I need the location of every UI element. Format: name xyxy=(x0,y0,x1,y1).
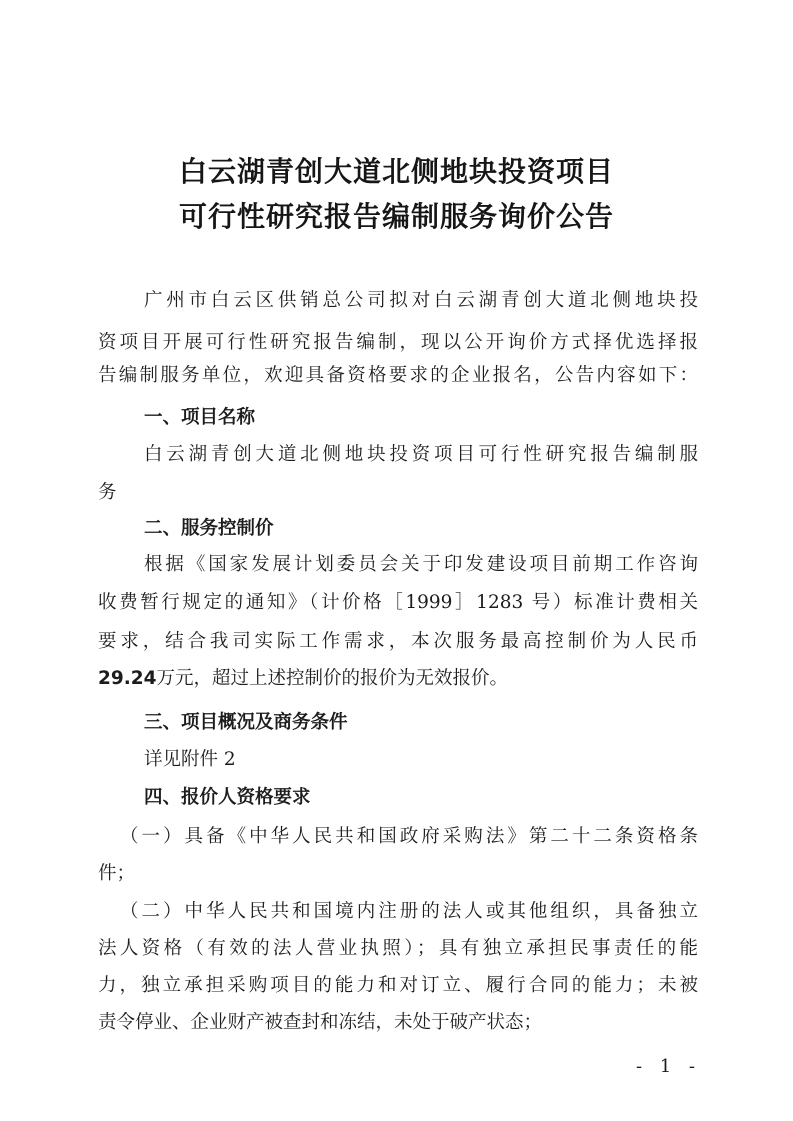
section-3-heading: 三、项目概况及商务条件 xyxy=(144,712,348,733)
section-2-line-4 xyxy=(98,664,698,694)
section-1-line-2: 务 xyxy=(98,482,117,503)
document-title-line-1: 白云湖青创大道北侧地块投资项目 xyxy=(178,155,614,188)
document-title-line-2: 可行性研究报告编制服务询价公告 xyxy=(178,200,614,233)
section-4-item-2-line-3: 力，独立承担采购项目的能力和对订立、履行合同的能力；未被 xyxy=(98,975,698,996)
section-1-line-1: 白云湖青创大道北侧地块投资项目可行性研究报告编制服 xyxy=(144,444,698,465)
intro-line-3: 告编制服务单位，欢迎具备资格要求的企业报名，公告内容如下： xyxy=(98,365,698,386)
page-number: - 1 - xyxy=(635,1056,701,1077)
intro-line-1: 广州市白云区供销总公司拟对白云湖青创大道北侧地块投 xyxy=(144,290,698,311)
control-price-amount: 29.24 xyxy=(98,668,157,689)
section-4-item-2-line-1: （二）中华人民共和国境内注册的法人或其他组织，具备独立 xyxy=(120,901,698,922)
section-4-item-2-line-2: 法人资格（有效的法人营业执照）；具有独立承担民事责任的能 xyxy=(98,938,698,959)
section-4-item-1-line-2: 件； xyxy=(98,863,136,884)
section-2-line-2: 收费暂行规定的通知》（计价格［1999］1283 号）标准计费相关 xyxy=(98,592,698,613)
section-4-heading: 四、报价人资格要求 xyxy=(144,787,311,808)
section-2-line-1: 根据《国家发展计划委员会关于印发建设项目前期工作咨询 xyxy=(144,554,698,575)
section-2-line-3: 要求，结合我司实际工作需求，本次服务最高控制价为人民币 xyxy=(98,631,698,652)
section-4-item-2-line-4: 责令停业、企业财产被查封和冻结，未处于破产状态； xyxy=(98,1012,543,1033)
intro-line-2: 资项目开展可行性研究报告编制，现以公开询价方式择优选择报 xyxy=(98,332,698,353)
section-2-line-4-rest: 万元，超过上述控制价的报价为无效报价。 xyxy=(156,668,509,689)
section-3-line-1: 详见附件 2 xyxy=(144,749,236,770)
section-2-heading: 二、服务控制价 xyxy=(144,518,274,539)
section-1-heading: 一、项目名称 xyxy=(144,407,256,428)
section-4-item-1-line-1: （一）具备《中华人民共和国政府采购法》第二十二条资格条 xyxy=(120,826,698,847)
